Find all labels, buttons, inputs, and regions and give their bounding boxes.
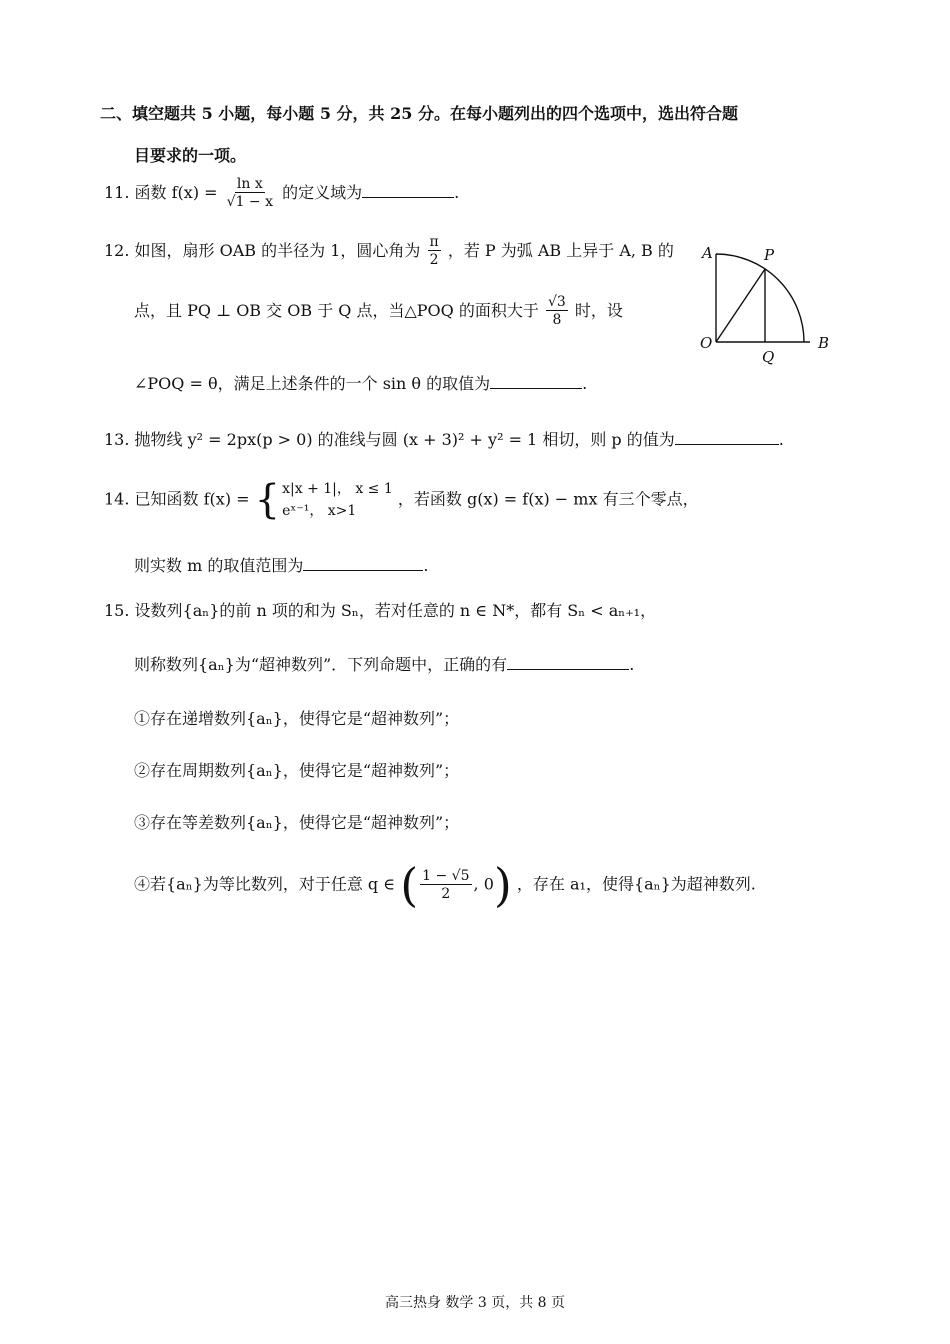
label-B: B bbox=[818, 334, 830, 352]
piecewise-function bbox=[255, 478, 393, 522]
q11-frac-num: ln x bbox=[236, 176, 263, 192]
q12-angle-num: π bbox=[429, 234, 439, 250]
q11-prefix: 函数 f(x) = bbox=[134, 183, 218, 202]
q12-line2-b: 时，设 bbox=[574, 301, 623, 320]
q12-area-fraction bbox=[546, 294, 568, 329]
q14-end: . bbox=[423, 556, 429, 575]
q12-line2-a: 点，且 PQ ⊥ OB 交 OB 于 Q 点，当△POQ 的面积大于 bbox=[134, 301, 539, 320]
sector-figure bbox=[698, 238, 838, 368]
segment-OP bbox=[716, 269, 765, 342]
q15-line2: 则称数列{aₙ}为“超神数列”．下列命题中，正确的有 bbox=[134, 655, 508, 674]
question-12-line1 bbox=[104, 234, 674, 269]
q15-option-2: ②存在周期数列{aₙ}，使得它是“超神数列”； bbox=[134, 761, 460, 780]
q12-line3: ∠POQ = θ，满足上述条件的一个 sin θ 的取值为 bbox=[134, 374, 491, 393]
q13-text: 抛物线 y² = 2px(p > 0) 的准线与圆 (x + 3)² + y² = 1 相切，则 p 的值为 bbox=[134, 430, 675, 449]
q14-prefix: 已知函数 f(x) = bbox=[134, 489, 250, 509]
label-O: O bbox=[700, 334, 713, 352]
q15-option-4 bbox=[134, 858, 756, 912]
q15-opt4-fraction bbox=[420, 868, 471, 903]
q11-fraction bbox=[225, 176, 275, 211]
q11-end: . bbox=[454, 183, 460, 202]
section-heading-line1: 二、填空题共 5 小题，每小题 5 分，共 25 分。在每小题列出的四个选项中，选出符合题 bbox=[100, 104, 738, 123]
q11-suffix: 的定义域为 bbox=[282, 183, 363, 202]
q15-line1: 设数列{aₙ}的前 n 项的和为 Sₙ，若对任意的 n ∈ N*，都有 Sₙ < aₙ₊₁， bbox=[134, 601, 657, 620]
q13-end: . bbox=[778, 430, 784, 449]
q15-opt4-den: 2 bbox=[441, 885, 451, 902]
question-11 bbox=[104, 176, 459, 211]
question-15-line1 bbox=[104, 598, 656, 621]
q15-opt4-a: ④若{aₙ}为等比数列，对于任意 q ∈ bbox=[134, 874, 396, 894]
q12-line1-a: 如图，扇形 OAB 的半径为 1，圆心角为 bbox=[134, 241, 421, 260]
answer-blank[interactable] bbox=[303, 569, 423, 571]
q14-line2: 则实数 m 的取值范围为 bbox=[134, 556, 304, 575]
question-12-line3 bbox=[134, 371, 587, 394]
answer-blank[interactable] bbox=[675, 443, 779, 445]
question-number: 12. bbox=[104, 241, 130, 260]
case-1: x|x + 1|， x ≤ 1 bbox=[282, 481, 393, 497]
question-14-line2 bbox=[134, 553, 428, 576]
q14-suffix: ，若函数 g(x) = f(x) − mx 有三个零点， bbox=[397, 489, 699, 509]
question-15-line2 bbox=[134, 652, 634, 675]
question-number: 11. bbox=[104, 183, 130, 202]
case-2: eˣ⁻¹， x>1 bbox=[282, 503, 357, 519]
label-P: P bbox=[764, 246, 775, 264]
question-number: 14. bbox=[104, 489, 130, 509]
q15-option-1: ①存在递增数列{aₙ}，使得它是“超神数列”； bbox=[134, 709, 460, 728]
question-14-line1 bbox=[104, 478, 699, 522]
piecewise-cases bbox=[282, 478, 393, 522]
section-heading-line2: 目要求的一项。 bbox=[134, 146, 247, 165]
label-A: A bbox=[702, 244, 713, 262]
page-footer: 高三热身 数学 3 页，共 8 页 bbox=[384, 1295, 566, 1311]
q15-opt4-num: 1 − √5 bbox=[422, 867, 470, 884]
q15-option-3: ③存在等差数列{aₙ}，使得它是“超神数列”； bbox=[134, 813, 460, 832]
q11-frac-den: √1 − x bbox=[226, 194, 274, 210]
question-13 bbox=[104, 427, 784, 450]
q12-angle-fraction bbox=[428, 234, 441, 269]
q12-line1-b: ，若 P 为弧 AB 上异于 A, B 的 bbox=[447, 241, 674, 260]
question-number: 13. bbox=[104, 430, 130, 449]
q15-opt4-b: ，存在 a₁，使得{aₙ}为超神数列. bbox=[516, 874, 756, 894]
q12-end: . bbox=[582, 374, 588, 393]
right-paren: ) bbox=[493, 858, 512, 912]
arc-AB bbox=[716, 254, 804, 342]
q12-angle-den: 2 bbox=[429, 252, 439, 268]
q15-end: . bbox=[629, 655, 635, 674]
answer-blank[interactable] bbox=[490, 387, 582, 389]
left-brace: { bbox=[254, 477, 281, 523]
q15-opt4-tail: , 0 bbox=[473, 874, 494, 894]
answer-blank[interactable] bbox=[362, 196, 454, 198]
q12-area-num: √3 bbox=[547, 294, 566, 310]
q12-area-den: 8 bbox=[552, 312, 562, 328]
question-12-line2 bbox=[134, 294, 623, 329]
left-paren: ( bbox=[400, 858, 419, 912]
label-Q: Q bbox=[762, 348, 775, 366]
answer-blank[interactable] bbox=[507, 668, 629, 670]
question-number: 15. bbox=[104, 601, 130, 620]
